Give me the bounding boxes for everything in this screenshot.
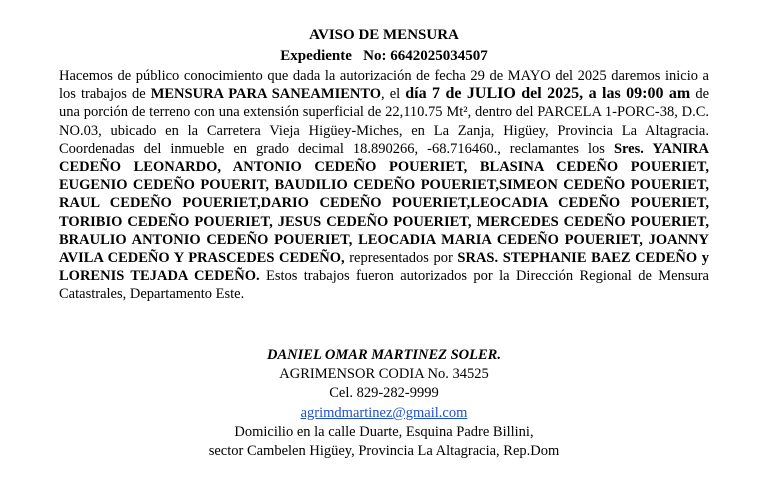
notice-title: AVISO DE MENSURA — [309, 27, 459, 43]
body-text-4: representados por — [344, 250, 458, 267]
signer-email-line — [0, 404, 768, 423]
expediente-label: Expediente — [280, 48, 352, 64]
signer-name: DANIEL OMAR MARTINEZ SOLER. — [267, 347, 501, 363]
signer-address-line-1: Domicilio en la calle Duarte, Esquina Padre Billini, — [234, 424, 534, 440]
signer-title: AGRIMENSOR CODIA No. 34525 — [279, 366, 489, 382]
mensura-date: día 7 de JULIO del 2025, a las 09:00 am — [405, 85, 691, 103]
signer-address-line-2: sector Cambelen Higüey, Provincia La Altagracia, Rep.Dom — [208, 443, 560, 459]
body-text-3: de una porción de terreno con una extensión superficial de 22,110.75 Mt², dentro del PARCELA 1-PORC-38, D.C. NO.03, ubicado en la Carretera Vieja Higüey-Miches, en La Zanja, Higüey, Provincia La Altagracia. Coordenadas del inmueble en grado decimal 18.890266, -68.716460., reclamantes los — [59, 86, 710, 157]
body-text-2: , el — [381, 86, 406, 103]
notice-body — [59, 67, 709, 304]
claimants-list: Sres. YANIRA CEDEÑO LEONARDO, ANTONIO CEDEÑO POUERIET, BLASINA CEDEÑO POUERIET, EUGENIO CEDEÑO POUERIT, BAUDILIO CEDEÑO POUERIET,SIMEON CEDEÑO POUERIET, RAUL CEDEÑO POUERIET,DARIO CEDEÑO POUERIET,LEOCADIA CEDEÑO POUERIET, TORIBIO CEDEÑO POUERIET, JESUS CEDEÑO POUERIET, MERCEDES CEDEÑO POUERIET, BRAULIO ANTONIO CEDEÑO POUERIET, LEOCADIA MARIA CEDEÑO POUERIET, JOANNY AVILA CEDEÑO Y PRASCEDES CEDEÑO, — [59, 140, 709, 267]
representatives: SRAS. STEPHANIE BAEZ CEDEÑO y LORENIS TEJADA CEDEÑO. — [59, 250, 709, 285]
signer-email-link[interactable]: agrimdmartinez@gmail.com — [300, 405, 468, 421]
expediente-line — [0, 47, 768, 65]
expediente-number: No: 6642025034507 — [363, 48, 488, 64]
mensura-type: MENSURA PARA SANEAMIENTO — [150, 86, 382, 103]
body-text-1: Hacemos de público conocimiento que dada la autorización de fecha 29 de MAYO del 2025 daremos inicio a los trabajos de — [59, 68, 709, 103]
body-text-5: Estos trabajos fueron autorizados por la Dirección Regional de Mensura Catastrales, Departamento Este. — [59, 268, 709, 303]
signer-phone: Cel. 829-282-9999 — [329, 385, 439, 401]
